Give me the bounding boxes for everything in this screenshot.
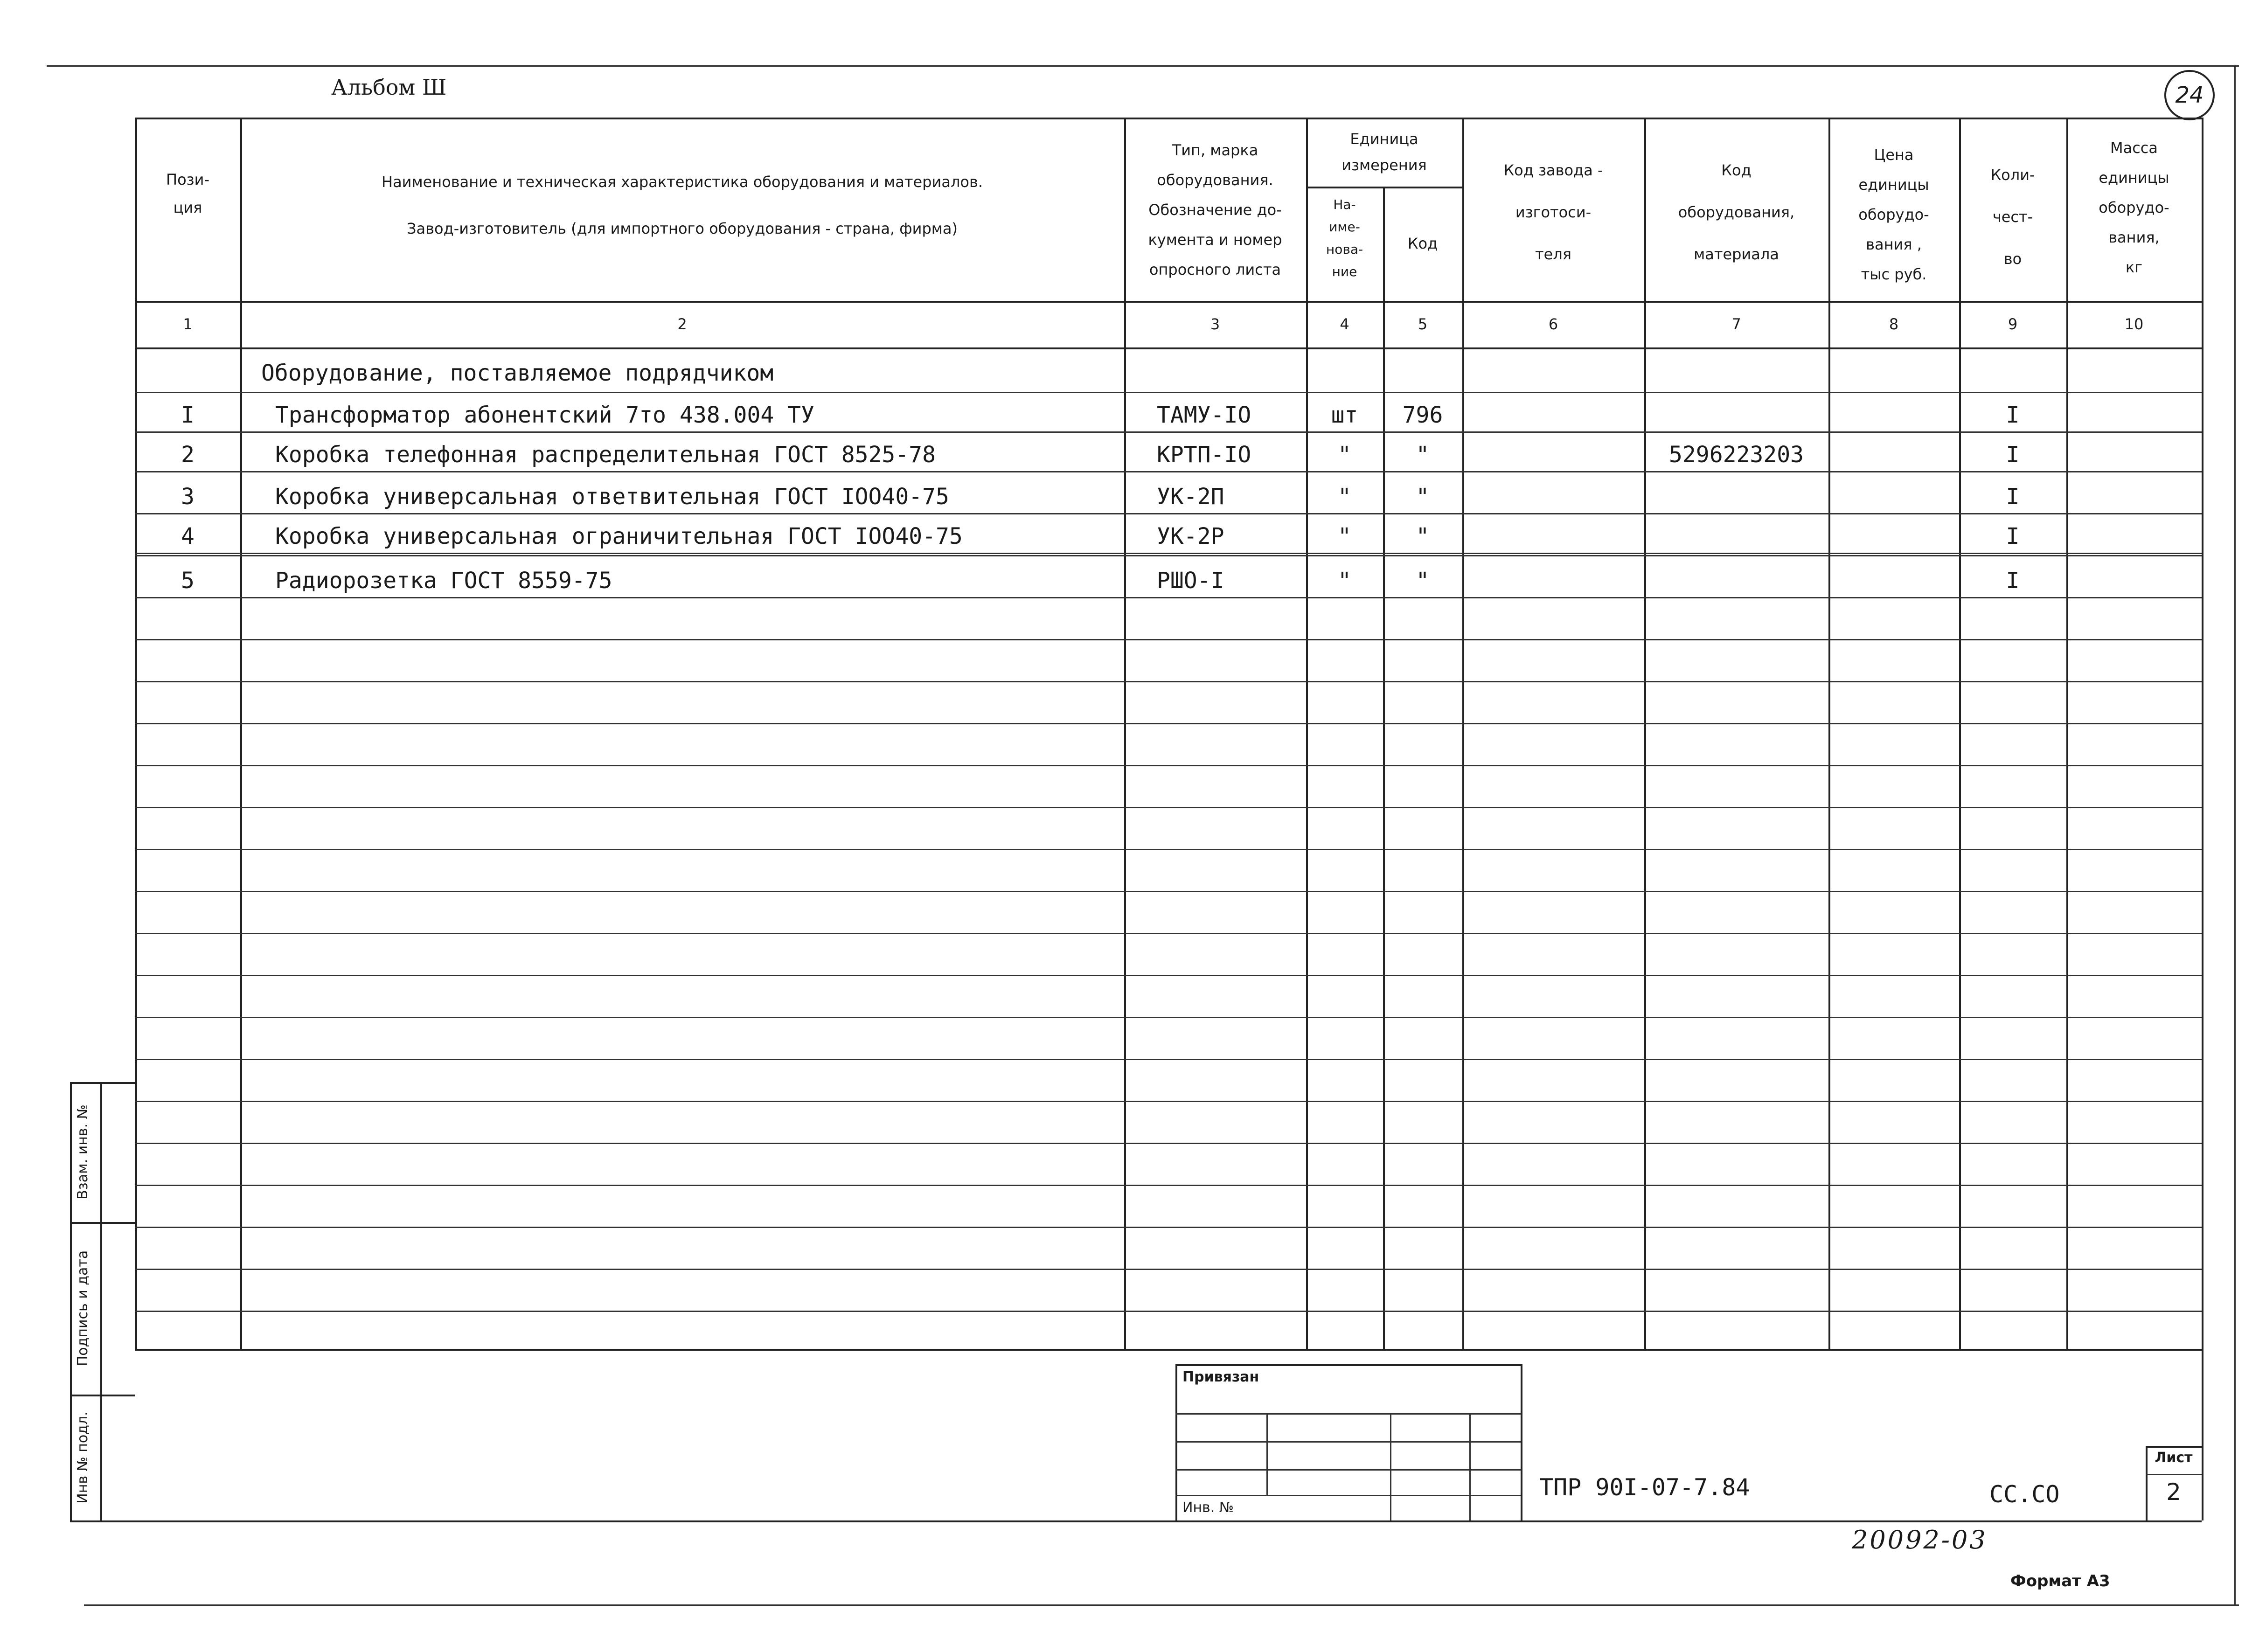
row-position: 2: [181, 442, 195, 468]
colnum-9: 9: [2008, 315, 2018, 333]
row-name: Коробка универсальная ответвительная ГОСТ IOO40-75: [275, 484, 949, 510]
col-line-1: [240, 118, 242, 1349]
header-material-code: Код оборудования, материала: [1678, 161, 1795, 263]
header-name: Наименование и техническая характеристика оборудования и материалов. Завод-изготовитель (для импортного оборудования - страна, фирма): [382, 173, 983, 237]
header-qty: Коли- чест- во: [1990, 166, 2035, 268]
row-separator: [135, 392, 2202, 393]
row-separator: [135, 555, 2202, 556]
section-title: Оборудование, поставляемое подрядчиком: [261, 360, 774, 386]
row-unit-name: ": [1338, 523, 1351, 549]
stamp-col-1: [1266, 1413, 1268, 1495]
row-name: Коробка телефонная распределительная ГОСТ 8525-78: [275, 442, 936, 468]
format-label: Формат А3: [2010, 1572, 2110, 1590]
side-strip-left: [70, 1082, 72, 1520]
right-trim-line: [2234, 65, 2236, 1604]
row-separator: [135, 1143, 2202, 1144]
stamp-right: [1521, 1364, 1522, 1520]
stamp-top: [1175, 1364, 1521, 1366]
row-name: Трансформатор абонентский 7то 438.004 ТУ: [275, 402, 814, 428]
header-mfr-code: Код завода - изготоси- теля: [1503, 161, 1603, 263]
row-type: УК-2Р: [1157, 523, 1224, 549]
row-position: I: [181, 402, 195, 428]
row-separator: [135, 681, 2202, 682]
row-separator: [135, 1101, 2202, 1102]
row-quantity: I: [2006, 442, 2020, 468]
sheet-box-top: [2146, 1446, 2202, 1448]
stamp-inv-label: Инв. №: [1182, 1499, 1234, 1516]
col-line-9: [2066, 118, 2068, 1349]
row-separator: [135, 1311, 2202, 1312]
unit-subheader-line: [1306, 187, 1462, 188]
side-label-original-inv: Инв № подл.: [75, 1411, 91, 1504]
bottom-trim-line: [84, 1604, 2239, 1606]
header-unit-name: На- име- нова- ние: [1326, 197, 1363, 279]
header-mass: Масса единицы оборудо- вания, кг: [2099, 139, 2169, 276]
row-type: РШО-I: [1157, 568, 1224, 594]
row-material-code: 5296223203: [1669, 442, 1804, 468]
col-line-7: [1828, 118, 1830, 1349]
row-unit-code: 796: [1402, 402, 1443, 428]
row-separator: [135, 975, 2202, 976]
stamp-row-2: [1175, 1441, 1521, 1443]
colnum-3: 3: [1210, 315, 1220, 333]
stamp-row-3: [1175, 1469, 1521, 1471]
row-unit-name: ": [1338, 484, 1351, 510]
stamp-col-3: [1469, 1413, 1471, 1520]
stamp-row-4: [1175, 1495, 1521, 1496]
row-separator: [135, 1059, 2202, 1060]
row-name: Радиорозетка ГОСТ 8559-75: [275, 568, 612, 594]
header-bottom-border: [135, 301, 2202, 303]
header-unit-code: Код: [1407, 235, 1438, 252]
row-separator: [135, 1185, 2202, 1186]
row-name: Коробка универсальная ограничительная ГОСТ IOO40-75: [275, 523, 963, 549]
row-quantity: I: [2006, 402, 2020, 428]
header-pos: Пози- ция: [166, 171, 209, 216]
col-line-6: [1644, 118, 1646, 1349]
row-separator: [135, 639, 2202, 640]
col-line-0: [135, 118, 137, 1349]
row-unit-code: ": [1416, 523, 1430, 549]
colnum-10: 10: [2124, 315, 2144, 333]
col-line-2: [1124, 118, 1126, 1349]
sheet-code: СС.СО: [1989, 1481, 2060, 1508]
colnum-5: 5: [1418, 315, 1428, 333]
row-separator: [135, 807, 2202, 808]
col-line-8: [1959, 118, 1961, 1349]
row-type: ТАМУ-IO: [1157, 402, 1251, 428]
drawing-right-border-low: [2202, 1349, 2203, 1520]
header-price: Цена единицы оборудо- вания , тыс руб.: [1858, 146, 1929, 283]
page-number-circle: 24: [2164, 70, 2215, 120]
row-separator: [135, 1017, 2202, 1018]
row-type: КРТП-IO: [1157, 442, 1251, 468]
stamp-col-2: [1390, 1413, 1391, 1520]
row-unit-name: шт: [1331, 402, 1358, 428]
side-strip-middle: [100, 1082, 102, 1520]
row-position: 3: [181, 484, 195, 510]
handwritten-archive-number: 20092-03: [1852, 1525, 1988, 1555]
top-trim-line: [47, 65, 2239, 67]
row-unit-code: ": [1416, 442, 1430, 468]
col-line-10: [2202, 118, 2203, 1349]
colnum-4: 4: [1340, 315, 1349, 333]
side-label-signature-date: Подпись и дата: [75, 1250, 91, 1367]
colnum-bottom-border: [135, 347, 2202, 349]
side-strip-top: [70, 1082, 135, 1084]
row-quantity: I: [2006, 484, 2020, 510]
row-unit-name: ": [1338, 442, 1351, 468]
row-type: УК-2П: [1157, 484, 1224, 510]
header-unit: Единица измерения: [1341, 130, 1427, 174]
row-position: 5: [181, 568, 195, 594]
col-line-5: [1462, 118, 1464, 1349]
colnum-1: 1: [183, 315, 193, 333]
col-line-3: [1306, 118, 1308, 1349]
side-label-replaced-inv: Взам. инв. №: [75, 1104, 91, 1200]
stamp-attached-label: Привязан: [1182, 1369, 1259, 1385]
colnum-6: 6: [1548, 315, 1558, 333]
row-separator: [135, 933, 2202, 934]
row-separator: [135, 723, 2202, 724]
sheet-box-mid: [2146, 1474, 2202, 1475]
header-type: Тип, марка оборудования. Обозначение до- кумента и номер опросного листа: [1148, 141, 1282, 278]
row-position: 4: [181, 523, 195, 549]
colnum-8: 8: [1889, 315, 1899, 333]
row-separator: [135, 1269, 2202, 1270]
row-unit-code: ": [1416, 568, 1430, 594]
album-label: Альбом Ш: [331, 75, 447, 100]
row-separator: [135, 891, 2202, 892]
row-quantity: I: [2006, 568, 2020, 594]
stamp-row-1: [1175, 1413, 1521, 1415]
row-separator: [135, 1227, 2202, 1228]
row-separator: [135, 765, 2202, 766]
colnum-2: 2: [677, 315, 687, 333]
colnum-7: 7: [1731, 315, 1741, 333]
row-separator: [135, 849, 2202, 850]
sheet-label: Лист: [2155, 1450, 2193, 1466]
row-unit-name: ": [1338, 568, 1351, 594]
sheet-number: 2: [2166, 1478, 2181, 1506]
row-unit-code: ": [1416, 484, 1430, 510]
drawing-bottom-border: [70, 1520, 2202, 1522]
table-bottom-border: [135, 1349, 2202, 1351]
document-code: ТПР 90I-07-7.84: [1539, 1474, 1750, 1501]
col-line-4: [1383, 187, 1385, 1349]
row-quantity: I: [2006, 523, 2020, 549]
table-top-border: [135, 118, 2202, 119]
